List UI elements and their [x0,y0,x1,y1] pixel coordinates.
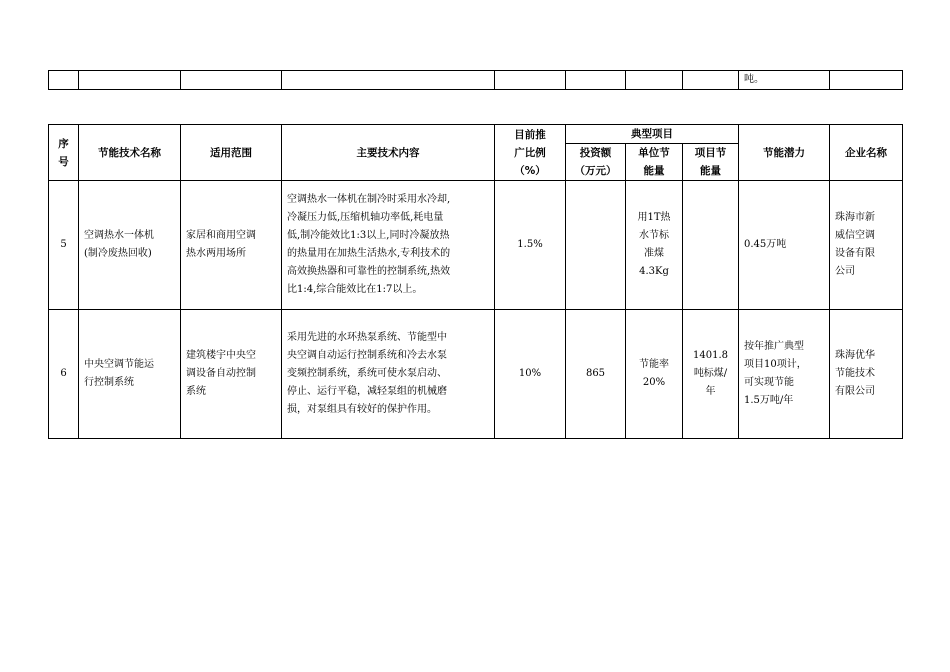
row-content: 空调热水一体机在制冷时采用水冷却, 冷凝压力低,压缩机轴功率低,耗电量 低,制冷能效比1:3以上,同时冷凝放热 的热量用在加热生活热水,专利技术的 高效换热器和可靠性的控制系统,热效 比1:4,综合能效比在1:7以上。 [282,181,495,310]
cell [49,71,79,90]
header-ratio: 目前推 广比例 （%） [495,125,566,181]
previous-table-row [49,71,903,90]
header-content: 主要技术内容 [282,125,495,181]
row-company: 珠海优华 节能技术 有限公司 [830,310,903,439]
header-project-saving: 项目节 能量 [683,144,739,181]
row-name: 空调热水一体机 (制冷废热回收) [79,181,181,310]
cell [566,71,626,90]
energy-saving-tech-table [48,124,903,439]
row-content: 采用先进的水环热泵系统、节能型中 央空调自动运行控制系统和冷去水泵 变频控制系统，系统可使水泵启动、 停止、运行平稳，减轻泵组的机械磨 损，对泵组具有较好的保护作用。 [282,310,495,439]
header-row [49,125,903,144]
row-seq: 5 [49,181,79,310]
row-unit-saving: 节能率 20% [626,310,683,439]
table-row [49,310,903,439]
table-row [49,181,903,310]
header-invest: 投资额 （万元） [566,144,626,181]
row-seq: 6 [49,310,79,439]
row-company: 珠海市新 威信空调 设备有限 公司 [830,181,903,310]
cell [181,71,282,90]
row-project-saving [683,181,739,310]
row-unit-saving: 用1T热 水节标 准煤 4.3Kg [626,181,683,310]
header-potential: 节能潜力 [739,125,830,181]
cell [683,71,739,90]
cell [282,71,495,90]
row-scope: 家居和商用空调 热水两用场所 [181,181,282,310]
header-typical-project: 典型项目 [566,125,739,144]
row-potential: 按年推广典型 项目10项计， 可实现节能 1.5万吨/年 [739,310,830,439]
row-ratio: 1.5% [495,181,566,310]
row-invest: 865 [566,310,626,439]
row-project-saving: 1401.8 吨标煤/ 年 [683,310,739,439]
row-name: 中央空调节能运 行控制系统 [79,310,181,439]
row-invest [566,181,626,310]
header-unit-saving: 单位节 能量 [626,144,683,181]
row-scope: 建筑楼宇中央空 调设备自动控制 系统 [181,310,282,439]
row-potential: 0.45万吨 [739,181,830,310]
row-ratio: 10% [495,310,566,439]
header-name: 节能技术名称 [79,125,181,181]
previous-table-text: 吨。 [739,71,830,90]
header-company: 企业名称 [830,125,903,181]
cell [495,71,566,90]
cell [830,71,903,90]
cell [79,71,181,90]
cell [626,71,683,90]
header-seq: 序 号 [49,125,79,181]
header-scope: 适用范围 [181,125,282,181]
previous-table-fragment [48,70,903,90]
